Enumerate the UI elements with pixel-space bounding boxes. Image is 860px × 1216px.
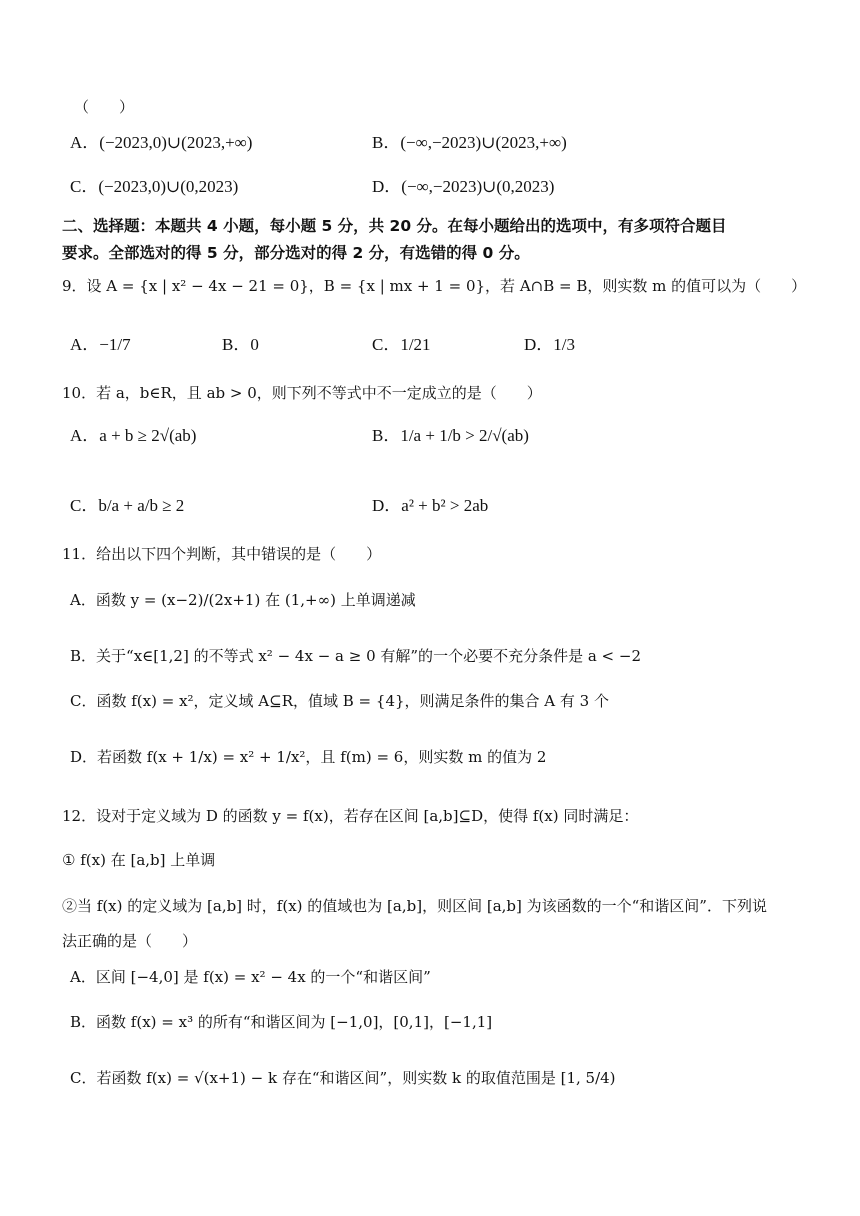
q9-option-d[interactable]: D．1/3	[524, 335, 575, 354]
q10-option-b[interactable]: B．1/a + 1/b > 2/√(ab)	[372, 426, 529, 445]
section2-heading-line2: 要求。全部选对的得 5 分，部分选对的得 2 分，有选错的得 0 分。	[62, 244, 530, 262]
prev-question-stem-tail: （ ）	[74, 98, 135, 116]
q9-stem: 9．设 A = {x | x² − 4x − 21 = 0}，B = {x | mx + 1 = 0}，若 A∩B = B，则实数 m 的值可以为（ ）	[62, 277, 807, 295]
q11-option-c[interactable]: C．函数 f(x) = x²，定义域 A⊆R，值域 B = {4}，则满足条件的集合 A 有 3 个	[70, 692, 609, 710]
q9-option-a[interactable]: A．−1/7	[70, 335, 131, 354]
q12-option-c[interactable]: C．若函数 f(x) = √(x+1) − k 存在“和谐区间”，则实数 k 的取值范围是 [1, 5/4)	[70, 1069, 616, 1087]
prev-option-c[interactable]: C．(−2023,0)∪(0,2023)	[70, 177, 239, 196]
q11-option-b[interactable]: B．关于“x∈[1,2] 的不等式 x² − 4x − a ≥ 0 有解”的一个必要不充分条件是 a < −2	[70, 647, 641, 665]
q11-option-d[interactable]: D．若函数 f(x + 1/x) = x² + 1/x²，且 f(m) = 6，则实数 m 的值为 2	[70, 748, 547, 766]
q12-option-b[interactable]: B．函数 f(x) = x³ 的所有“和谐区间为 [−1,0]，[0,1]，[−1,1]	[70, 1013, 493, 1031]
q11-stem: 11．给出以下四个判断，其中错误的是（ ）	[62, 545, 382, 563]
q10-option-a[interactable]: A．a + b ≥ 2√(ab)	[70, 426, 197, 445]
q10-stem: 10．若 a，b∈R，且 ab > 0，则下列不等式中不一定成立的是（ ）	[62, 384, 542, 402]
q11-option-a[interactable]: A．函数 y = (x−2)/(2x+1) 在 (1,+∞) 上单调递减	[70, 591, 416, 609]
q9-option-b[interactable]: B．0	[222, 335, 259, 354]
prev-option-b[interactable]: B．(−∞,−2023)∪(2023,+∞)	[372, 133, 567, 152]
prev-option-a[interactable]: A．(−2023,0)∪(2023,+∞)	[70, 133, 253, 152]
q12-condition-2-line1: ②当 f(x) 的定义域为 [a,b] 时，f(x) 的值域也为 [a,b]，则区间 [a,b] 为该函数的一个“和谐区间”．下列说	[62, 897, 767, 915]
section2-heading-line1: 二、选择题：本题共 4 小题，每小题 5 分，共 20 分。在每小题给出的选项中，有多项符合题目	[62, 217, 727, 235]
q10-option-c[interactable]: C．b/a + a/b ≥ 2	[70, 496, 185, 515]
prev-option-d[interactable]: D．(−∞,−2023)∪(0,2023)	[372, 177, 555, 196]
q12-stem: 12．设对于定义域为 D 的函数 y = f(x)，若存在区间 [a,b]⊆D，使得 f(x) 同时满足：	[62, 807, 639, 825]
q12-condition-1: ① f(x) 在 [a,b] 上单调	[62, 851, 216, 869]
q12-condition-2-line2: 法正确的是（ ）	[62, 932, 198, 950]
q9-option-c[interactable]: C．1/21	[372, 335, 431, 354]
q12-option-a[interactable]: A．区间 [−4,0] 是 f(x) = x² − 4x 的一个“和谐区间”	[70, 968, 431, 986]
q10-option-d[interactable]: D．a² + b² > 2ab	[372, 496, 489, 515]
